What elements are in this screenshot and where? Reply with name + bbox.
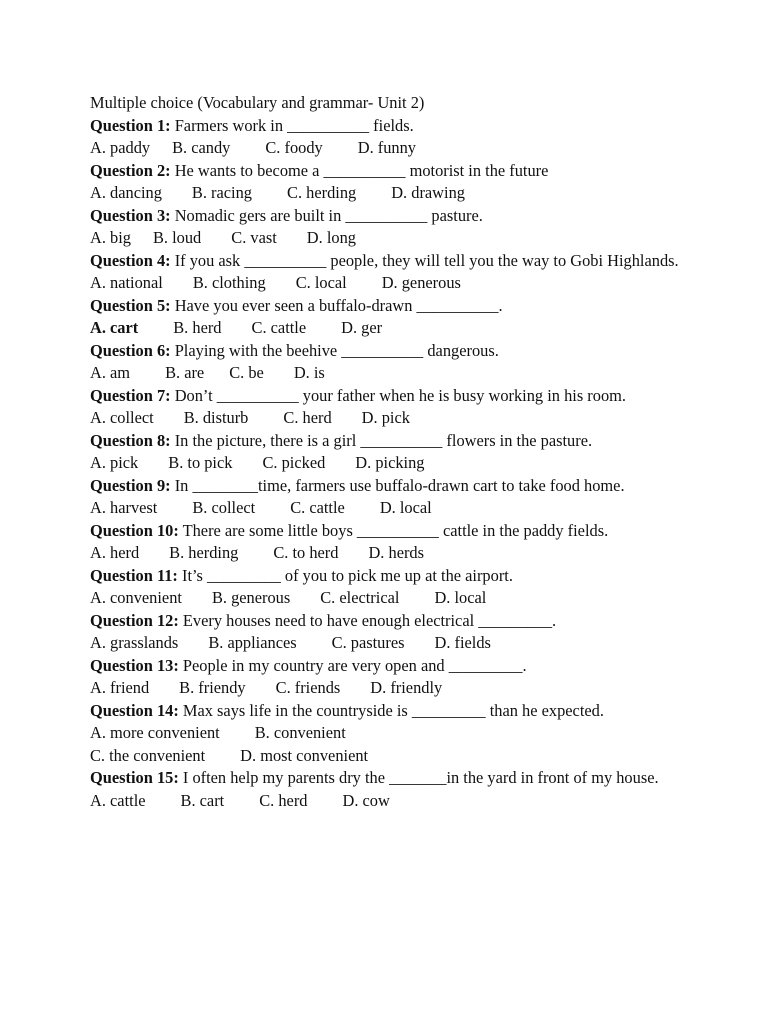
- answer-options: [90, 497, 690, 520]
- question-13: [90, 655, 690, 700]
- question-label: Question 4:: [90, 250, 171, 270]
- answer-option-a[interactable]: A. more convenient: [90, 723, 220, 742]
- question-1: [90, 115, 690, 160]
- question-label: Question 3:: [90, 205, 171, 225]
- question-label: Question 7:: [90, 385, 171, 405]
- answer-option-c[interactable]: C. cattle: [251, 318, 307, 337]
- answer-options: [90, 317, 690, 340]
- answer-option-c[interactable]: C. friends: [275, 678, 341, 697]
- question-stem: [90, 475, 690, 498]
- answer-option-c[interactable]: C. herding: [287, 183, 357, 202]
- answer-option-b[interactable]: B. clothing: [192, 273, 266, 292]
- question-stem: [90, 565, 690, 588]
- question-text: In ________time, farmers use buffalo-drawn cart to take food home.: [170, 475, 625, 495]
- question-label: Question 5:: [90, 295, 171, 315]
- answer-option-c[interactable]: C. electrical: [320, 588, 400, 607]
- answer-option-c[interactable]: C. to herd: [273, 543, 339, 562]
- question-14: [90, 700, 690, 768]
- answer-option-a[interactable]: A. pick: [90, 453, 139, 472]
- answer-option-d[interactable]: D. cow: [342, 790, 390, 810]
- answer-option-c[interactable]: C. herd: [283, 408, 332, 427]
- answer-option-c[interactable]: C. foody: [265, 138, 323, 157]
- question-text: Max says life in the countryside is _________ than he expected.: [178, 700, 604, 720]
- answer-option-d[interactable]: D. picking: [355, 453, 425, 472]
- answer-option-a[interactable]: A. herd: [90, 543, 140, 562]
- question-text: Every houses need to have enough electrical _________.: [178, 610, 557, 630]
- question-list: [90, 115, 690, 813]
- question-2: [90, 160, 690, 205]
- answer-option-a[interactable]: A. cart: [90, 318, 139, 337]
- question-text: Don’t __________ your father when he is busy working in his room.: [170, 385, 626, 405]
- answer-option-b[interactable]: B. are: [165, 363, 205, 382]
- question-label: Question 13:: [90, 655, 179, 675]
- answer-option-b[interactable]: B. generous: [211, 588, 291, 607]
- answer-option-a[interactable]: A. am: [90, 363, 131, 382]
- answer-option-a[interactable]: A. friend: [90, 678, 150, 697]
- question-text: In the picture, there is a girl __________ flowers in the pasture.: [170, 430, 593, 450]
- answer-option-b[interactable]: B. candy: [172, 138, 231, 157]
- answer-options: [90, 790, 690, 813]
- answer-option-d[interactable]: D. pick: [361, 408, 410, 427]
- question-stem: [90, 340, 690, 363]
- question-stem: [90, 160, 690, 183]
- question-text: If you ask __________ people, they will tell you the way to Gobi Highlands.: [170, 250, 679, 270]
- answer-options: [90, 587, 690, 610]
- answer-option-c[interactable]: C. pastures: [331, 633, 405, 652]
- question-label: Question 14:: [90, 700, 179, 720]
- question-stem: [90, 430, 690, 453]
- question-text: There are some little boys __________ cattle in the paddy fields.: [178, 520, 609, 540]
- answer-options: [90, 542, 690, 565]
- answer-option-d[interactable]: D. generous: [381, 273, 461, 292]
- question-9: [90, 475, 690, 520]
- question-label: Question 11:: [90, 565, 178, 585]
- answer-option-a[interactable]: A. convenient: [90, 588, 182, 607]
- question-3: [90, 205, 690, 250]
- answer-option-b[interactable]: B. disturb: [183, 408, 249, 427]
- answer-option-d[interactable]: D. ger: [341, 318, 383, 337]
- answer-option-b[interactable]: B. collect: [192, 498, 256, 517]
- answer-option-d[interactable]: D. herds: [368, 543, 425, 562]
- answer-option-b[interactable]: B. racing: [191, 183, 253, 202]
- answer-option-d[interactable]: D. friendly: [370, 678, 443, 697]
- answer-options: [90, 722, 690, 745]
- question-11: [90, 565, 690, 610]
- question-stem: [90, 115, 690, 138]
- question-6: [90, 340, 690, 385]
- answer-option-a[interactable]: A. big: [90, 228, 131, 247]
- answer-option-c[interactable]: C. local: [295, 273, 347, 292]
- question-label: Question 8:: [90, 430, 171, 450]
- answer-option-b[interactable]: B. friendy: [179, 678, 246, 697]
- answer-option-a[interactable]: A. collect: [90, 408, 154, 427]
- question-4: [90, 250, 690, 295]
- answer-option-a[interactable]: A. cattle: [90, 790, 146, 810]
- question-label: Question 12:: [90, 610, 179, 630]
- answer-options: [90, 362, 690, 385]
- answer-option-d[interactable]: D. fields: [434, 633, 491, 652]
- question-text: He wants to become a __________ motorist in the future: [170, 160, 549, 180]
- question-text: It’s _________ of you to pick me up at the airport.: [177, 565, 513, 585]
- answer-option-d[interactable]: D. most convenient: [240, 745, 369, 765]
- answer-option-b[interactable]: B. herding: [169, 543, 239, 562]
- question-stem: [90, 250, 690, 273]
- answer-options: [90, 407, 690, 430]
- question-7: [90, 385, 690, 430]
- answer-options: [90, 745, 690, 768]
- answer-option-b[interactable]: B. convenient: [254, 723, 346, 742]
- answer-options: [90, 182, 690, 205]
- question-15: [90, 767, 690, 812]
- question-text: People in my country are very open and _________.: [178, 655, 527, 675]
- answer-option-d[interactable]: D. long: [306, 228, 356, 247]
- question-label: Question 10:: [90, 520, 179, 540]
- answer-options: [90, 632, 690, 655]
- answer-option-a[interactable]: A. dancing: [90, 183, 162, 202]
- answer-option-d[interactable]: D. is: [293, 363, 325, 382]
- answer-option-c[interactable]: C. vast: [231, 228, 277, 247]
- worksheet: [90, 92, 690, 812]
- answer-option-b[interactable]: B. cart: [180, 790, 225, 810]
- answer-option-c[interactable]: C. the convenient: [90, 745, 206, 765]
- question-text: Farmers work in __________ fields.: [170, 115, 414, 135]
- question-stem: [90, 700, 690, 723]
- answer-options: [90, 137, 690, 160]
- question-text: Playing with the beehive __________ dangerous.: [170, 340, 499, 360]
- answer-option-c[interactable]: C. cattle: [290, 498, 345, 517]
- answer-option-a[interactable]: A. paddy: [90, 138, 151, 157]
- answer-option-a[interactable]: A. national: [90, 273, 163, 292]
- answer-option-c[interactable]: C. be: [229, 363, 264, 382]
- answer-option-b[interactable]: B. herd: [173, 318, 222, 337]
- question-5: [90, 295, 690, 340]
- answer-options: [90, 452, 690, 475]
- question-label: Question 6:: [90, 340, 171, 360]
- answer-options: [90, 227, 690, 250]
- question-label: Question 15:: [90, 768, 179, 787]
- answer-option-c[interactable]: C. herd: [259, 790, 308, 810]
- question-stem: [90, 520, 690, 543]
- answer-option-b[interactable]: B. appliances: [208, 633, 297, 652]
- question-stem: [90, 205, 690, 228]
- answer-option-d[interactable]: D. drawing: [391, 183, 465, 202]
- answer-option-d[interactable]: D. funny: [357, 138, 417, 157]
- answer-option-b[interactable]: B. loud: [152, 228, 202, 247]
- answer-option-d[interactable]: D. local: [379, 498, 432, 517]
- question-8: [90, 430, 690, 475]
- answer-options: [90, 677, 690, 700]
- question-12: [90, 610, 690, 655]
- question-label: Question 1:: [90, 115, 171, 135]
- question-label: Question 9:: [90, 475, 171, 495]
- question-text: Have you ever seen a buffalo-drawn __________.: [170, 295, 503, 315]
- answer-option-b[interactable]: B. to pick: [168, 453, 233, 472]
- answer-option-a[interactable]: A. harvest: [90, 498, 158, 517]
- question-stem: [90, 767, 690, 790]
- worksheet-title: Multiple choice (Vocabulary and grammar- Unit 2): [90, 93, 425, 112]
- answer-options: [90, 272, 690, 295]
- question-text: I often help my parents dry the _______in the yard in front of my house.: [178, 768, 659, 787]
- question-stem: [90, 385, 690, 408]
- answer-option-d[interactable]: D. local: [434, 588, 487, 607]
- question-text: Nomadic gers are built in __________ pasture.: [170, 205, 483, 225]
- answer-option-c[interactable]: C. picked: [262, 453, 326, 472]
- question-label: Question 2:: [90, 160, 171, 180]
- answer-option-a[interactable]: A. grasslands: [90, 633, 179, 652]
- question-stem: [90, 655, 690, 678]
- question-stem: [90, 610, 690, 633]
- question-10: [90, 520, 690, 565]
- question-stem: [90, 295, 690, 318]
